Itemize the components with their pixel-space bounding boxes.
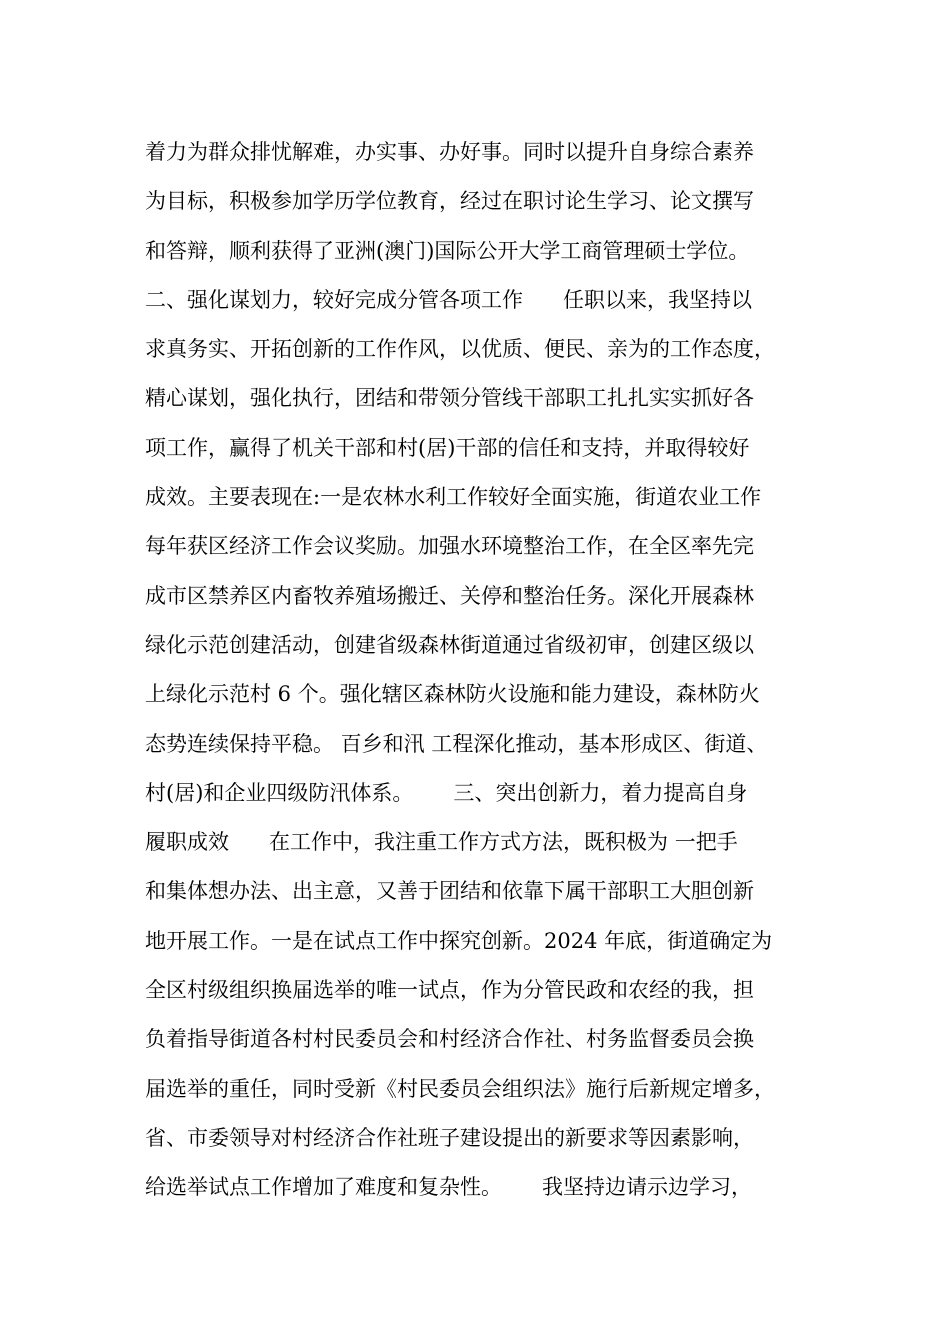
text-line: 为目标，积极参加学历学位教育，经过在职讨论生学习、论文撰写 (145, 189, 754, 214)
text-line: 态势连续保持平稳。 百乡和汛 工程深化推动，基本形成区、街道、 (145, 731, 768, 756)
text-line: 成市区禁养区内畜牧养殖场搬迁、关停和整治任务。深化开展森林 (145, 583, 754, 608)
text-line: 项工作，赢得了机关干部和村(居)干部的信任和支持，并取得较好 (145, 435, 750, 460)
text-line: 全区村级组织换届选举的唯一试点，作为分管民政和农经的我，担 (145, 978, 754, 1003)
text-line: 地开展工作。一是在试点工作中探究创新。2024 年底，街道确定为 (145, 928, 773, 953)
text-line: 绿化示范创建活动，创建省级森林街道通过省级初审，创建区级以 (145, 632, 754, 657)
text-line: 每年获区经济工作会议奖励。加强水环境整治工作，在全区率先完 (145, 534, 754, 559)
text-line: 着力为群众排忧解难，办实事、办好事。同时以提升自身综合素养 (145, 140, 754, 164)
text-line: 省、市委领导对村经济合作社班子建设提出的新要求等因素影响， (145, 1125, 754, 1150)
text-line: 届选举的重任，同时受新《村民委员会组织法》施行后新规定增多， (145, 1076, 775, 1101)
text-line: 求真务实、开拓创新的工作作风，以优质、便民、亲为的工作态度， (145, 337, 775, 362)
text-line: 上绿化示范村 6 个。强化辖区森林防火设施和能力建设，森林防火 (145, 682, 760, 707)
text-line: 履职成效 在工作中，我注重工作方式方法，既积极为 一把手 (145, 830, 738, 855)
text-line: 给选举试点工作增加了难度和复杂性。 我坚持边请示边学习， (145, 1175, 753, 1200)
text-line: 负着指导街道各村村民委员会和村经济合作社、村务监督委员会换 (145, 1027, 754, 1052)
text-line: 村(居)和企业四级防汛体系。 三、突出创新力，着力提高自身 (145, 780, 748, 805)
text-line: 和集体想办法、出主意，又善于团结和依靠下属干部职工大胆创新 (145, 879, 754, 904)
text-line: 精心谋划，强化执行，团结和带领分管线干部职工扎扎实实抓好各 (145, 386, 754, 411)
text-line: 成效。主要表现在:一是农林水利工作较好全面实施，街道农业工作 (145, 485, 762, 510)
text-line: 和答辩，顺利获得了亚洲(澳门)国际公开大学工商管理硕士学位。 (145, 238, 750, 263)
body-text (145, 128, 845, 1213)
text-line: 二、强化谋划力，较好完成分管各项工作 任职以来，我坚持以 (145, 287, 753, 312)
